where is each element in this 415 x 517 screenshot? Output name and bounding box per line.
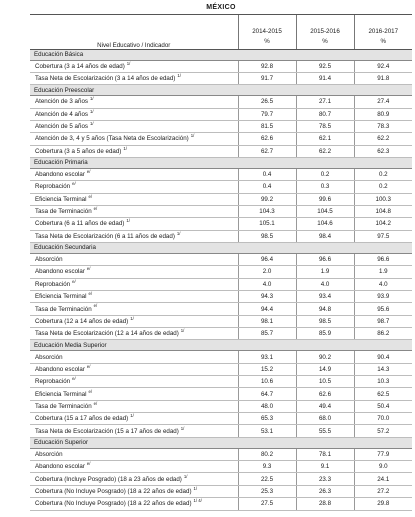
value-cell: 70.0 bbox=[354, 413, 412, 425]
value-cell: 26.3 bbox=[296, 485, 354, 497]
value-cell: 9.3 bbox=[238, 461, 296, 473]
table-row bbox=[30, 145, 412, 157]
indicator-label: Cobertura (12 a 14 años de edad) bbox=[35, 317, 129, 325]
value-cell: 0.4 bbox=[238, 181, 296, 193]
value-cell: 93.9 bbox=[354, 291, 412, 303]
table-header bbox=[30, 15, 412, 49]
value-cell: 93.1 bbox=[238, 351, 296, 363]
value-cell: 62.7 bbox=[238, 145, 296, 157]
value-cell: 80.2 bbox=[238, 448, 296, 460]
footnote-marker: 1/ bbox=[183, 473, 188, 479]
value-cell: 98.5 bbox=[238, 230, 296, 242]
indicator-label: Atención de 3, 4 y 5 años (Tasa Neta de Escolarización) bbox=[35, 135, 189, 143]
table-row bbox=[30, 498, 412, 510]
indicator-cell bbox=[30, 218, 238, 230]
indicator-label: Tasa Neta de Escolarización (12 a 14 años de edad) bbox=[35, 330, 179, 338]
table-row bbox=[30, 218, 412, 230]
indicator-cell bbox=[30, 498, 238, 510]
value-cell: 50.4 bbox=[354, 400, 412, 412]
indicator-cell bbox=[30, 266, 238, 278]
indicator-label: Tasa de Terminación bbox=[35, 208, 92, 216]
section-row bbox=[30, 49, 412, 60]
indicator-label: Eficiencia Terminal bbox=[35, 293, 87, 301]
value-cell: 94.8 bbox=[296, 303, 354, 315]
value-cell: 9.1 bbox=[296, 461, 354, 473]
value-cell: 15.2 bbox=[238, 363, 296, 375]
section-row bbox=[30, 437, 412, 448]
indicator-label: Cobertura (No Incluye Posgrado) (18 a 22 años de edad) bbox=[35, 487, 192, 495]
footnote-marker: 1/ bbox=[177, 72, 181, 78]
value-cell: 23.3 bbox=[296, 473, 354, 485]
footnote-marker: e/ bbox=[86, 169, 91, 175]
indicator-label: Cobertura (No Incluye Posgrado) (18 a 22 años de edad) bbox=[35, 500, 192, 508]
value-cell: 10.5 bbox=[296, 376, 354, 388]
section-title: Educación Superior bbox=[30, 437, 412, 448]
footnote-marker: 1/ 4/ bbox=[193, 498, 202, 504]
table-row bbox=[30, 193, 412, 205]
indicator-label: Abandono escolar bbox=[35, 463, 85, 471]
indicator-label: Absorción bbox=[35, 353, 63, 361]
indicator-label: Cobertura (15 a 17 años de edad) bbox=[35, 415, 129, 423]
indicator-cell bbox=[30, 96, 238, 108]
value-cell: 25.3 bbox=[238, 485, 296, 497]
section-title: Educación Primaria bbox=[30, 157, 412, 168]
table-row bbox=[30, 230, 412, 242]
value-cell: 26.5 bbox=[238, 96, 296, 108]
footnote-marker: 1/ bbox=[126, 218, 130, 224]
value-cell: 92.8 bbox=[238, 60, 296, 72]
value-cell: 65.3 bbox=[238, 413, 296, 425]
footnote-marker: e/ bbox=[72, 376, 76, 382]
footnote-marker: e/ bbox=[86, 461, 91, 467]
year-header-2016-2017: 2016-2017 bbox=[354, 15, 412, 35]
footnote-marker: 1/ bbox=[180, 328, 185, 334]
value-cell: 105.1 bbox=[238, 218, 296, 230]
indicator-cell bbox=[30, 120, 238, 132]
table-row bbox=[30, 168, 412, 180]
value-cell: 98.7 bbox=[354, 315, 412, 327]
value-cell: 91.7 bbox=[238, 72, 296, 84]
indicator-cell bbox=[30, 145, 238, 157]
indicator-label: Cobertura (Incluye Posgrado) (18 a 23 años de edad) bbox=[35, 475, 182, 483]
indicator-cell bbox=[30, 363, 238, 375]
value-cell: 9.0 bbox=[354, 461, 412, 473]
country-title: MÉXICO bbox=[30, 0, 412, 15]
indicator-cell bbox=[30, 485, 238, 497]
table-row bbox=[30, 205, 412, 217]
footnote-marker: e/ bbox=[88, 291, 93, 297]
value-cell: 1.9 bbox=[296, 266, 354, 278]
year-header-2014-2015: 2014-2015 bbox=[238, 15, 296, 35]
value-cell: 92.4 bbox=[354, 60, 412, 72]
value-cell: 62.2 bbox=[354, 133, 412, 145]
table-row bbox=[30, 413, 412, 425]
value-cell: 94.4 bbox=[238, 303, 296, 315]
value-cell: 104.6 bbox=[296, 218, 354, 230]
indicator-cell bbox=[30, 278, 238, 290]
table-row bbox=[30, 351, 412, 363]
value-cell: 29.8 bbox=[354, 498, 412, 510]
indicator-cell bbox=[30, 413, 238, 425]
footnote-marker: 1/ bbox=[89, 96, 94, 102]
footnote-marker: e/ bbox=[72, 181, 76, 187]
footnote-marker: 1/ bbox=[89, 120, 94, 126]
table-row bbox=[30, 425, 412, 437]
indicator-cell bbox=[30, 193, 238, 205]
indicator-label: Reprobación bbox=[35, 378, 71, 386]
value-cell: 14.9 bbox=[296, 363, 354, 375]
table-row bbox=[30, 60, 412, 72]
section-row bbox=[30, 242, 412, 253]
value-cell: 80.9 bbox=[354, 108, 412, 120]
footnote-marker: e/ bbox=[86, 266, 91, 272]
value-cell: 85.7 bbox=[238, 328, 296, 340]
indicator-cell bbox=[30, 230, 238, 242]
indicator-label: Abandono escolar bbox=[35, 365, 85, 373]
value-cell: 93.4 bbox=[296, 291, 354, 303]
footnote-marker: 1/ bbox=[190, 133, 195, 139]
indicator-label: Atención de 4 años bbox=[35, 110, 88, 118]
indicator-cell bbox=[30, 461, 238, 473]
value-cell: 96.4 bbox=[238, 253, 296, 265]
indicator-label: Abandono escolar bbox=[35, 268, 85, 276]
indicator-label: Tasa de Terminación bbox=[35, 402, 92, 410]
section-title: Educación Preescolar bbox=[30, 85, 412, 96]
footnote-marker: 1/ bbox=[130, 315, 134, 321]
footnote-marker: 1/ bbox=[130, 413, 134, 419]
value-cell: 80.7 bbox=[296, 108, 354, 120]
indicator-label: Tasa de Terminación bbox=[35, 305, 92, 313]
value-cell: 55.5 bbox=[296, 425, 354, 437]
table-row bbox=[30, 291, 412, 303]
indicator-label: Abandono escolar bbox=[35, 171, 85, 179]
value-cell: 104.8 bbox=[354, 205, 412, 217]
value-cell: 0.3 bbox=[296, 181, 354, 193]
indicator-cell bbox=[30, 108, 238, 120]
value-cell: 86.2 bbox=[354, 328, 412, 340]
value-cell: 68.0 bbox=[296, 413, 354, 425]
section-row bbox=[30, 85, 412, 96]
value-cell: 48.0 bbox=[238, 400, 296, 412]
table-row bbox=[30, 266, 412, 278]
indicator-cell bbox=[30, 291, 238, 303]
indicator-cell bbox=[30, 425, 238, 437]
value-cell: 2.0 bbox=[238, 266, 296, 278]
indicator-label: Cobertura (3 a 5 años de edad) bbox=[35, 147, 122, 155]
value-cell: 92.5 bbox=[296, 60, 354, 72]
value-cell: 99.6 bbox=[296, 193, 354, 205]
value-cell: 96.6 bbox=[296, 253, 354, 265]
indicator-cell bbox=[30, 205, 238, 217]
value-cell: 4.0 bbox=[296, 278, 354, 290]
footnote-marker: 1/ bbox=[176, 230, 181, 236]
footnote-marker: e/ bbox=[93, 400, 98, 406]
value-cell: 91.8 bbox=[354, 72, 412, 84]
value-cell: 78.1 bbox=[296, 448, 354, 460]
value-cell: 90.2 bbox=[296, 351, 354, 363]
table-row bbox=[30, 181, 412, 193]
indicator-cell bbox=[30, 315, 238, 327]
footnote-marker: 1/ bbox=[123, 145, 127, 151]
table-row bbox=[30, 303, 412, 315]
value-cell: 95.6 bbox=[354, 303, 412, 315]
section-title: Educación Secundaria bbox=[30, 242, 412, 253]
indicator-label: Atención de 3 años bbox=[35, 98, 88, 106]
indicator-cell bbox=[30, 388, 238, 400]
value-cell: 0.2 bbox=[296, 168, 354, 180]
value-cell: 64.7 bbox=[238, 388, 296, 400]
indicator-cell bbox=[30, 473, 238, 485]
value-cell: 0.2 bbox=[354, 181, 412, 193]
value-cell: 96.6 bbox=[354, 253, 412, 265]
indicator-label: Tasa Neta de Escolarización (3 a 14 años de edad) bbox=[35, 75, 176, 83]
indicator-cell bbox=[30, 351, 238, 363]
table-row bbox=[30, 278, 412, 290]
value-cell: 1.9 bbox=[354, 266, 412, 278]
indicator-label: Atención de 5 años bbox=[35, 123, 88, 131]
table-row bbox=[30, 473, 412, 485]
footnote-marker: 1/ bbox=[193, 485, 198, 491]
value-cell: 14.3 bbox=[354, 363, 412, 375]
value-cell: 27.1 bbox=[296, 96, 354, 108]
indicator-label: Tasa Neta de Escolarización (15 a 17 años de edad) bbox=[35, 427, 179, 435]
value-cell: 90.4 bbox=[354, 351, 412, 363]
section-row bbox=[30, 340, 412, 351]
indicator-label: Reprobación bbox=[35, 280, 71, 288]
section-title: Educación Básica bbox=[30, 49, 412, 60]
table-row bbox=[30, 133, 412, 145]
year-header-2015-2016: 2015-2016 bbox=[296, 15, 354, 35]
indicator-label: Cobertura (6 a 11 años de edad) bbox=[35, 220, 125, 228]
table-row bbox=[30, 328, 412, 340]
footnote-marker: e/ bbox=[86, 363, 91, 369]
unit-header: % bbox=[354, 35, 412, 49]
table-row bbox=[30, 72, 412, 84]
value-cell: 10.3 bbox=[354, 376, 412, 388]
table-row bbox=[30, 253, 412, 265]
education-indicators-table bbox=[30, 15, 412, 511]
table-body bbox=[30, 49, 412, 510]
value-cell: 62.1 bbox=[296, 133, 354, 145]
value-cell: 98.1 bbox=[238, 315, 296, 327]
indicator-cell bbox=[30, 253, 238, 265]
footnote-marker: e/ bbox=[93, 206, 98, 212]
value-cell: 79.7 bbox=[238, 108, 296, 120]
table-row bbox=[30, 461, 412, 473]
unit-header: % bbox=[238, 35, 296, 49]
value-cell: 62.6 bbox=[296, 388, 354, 400]
value-cell: 22.5 bbox=[238, 473, 296, 485]
indicator-label: Eficiencia Terminal bbox=[35, 195, 87, 203]
table-row bbox=[30, 448, 412, 460]
indicator-label: Cobertura (3 a 14 años de edad) bbox=[35, 62, 125, 70]
value-cell: 28.8 bbox=[296, 498, 354, 510]
value-cell: 53.1 bbox=[238, 425, 296, 437]
indicator-cell bbox=[30, 328, 238, 340]
indicator-label: Tasa Neta de Escolarización (6 a 11 años de edad) bbox=[35, 232, 175, 240]
value-cell: 77.9 bbox=[354, 448, 412, 460]
footnote-marker: 1/ bbox=[89, 108, 94, 114]
value-cell: 4.0 bbox=[238, 278, 296, 290]
table-row bbox=[30, 363, 412, 375]
value-cell: 104.2 bbox=[354, 218, 412, 230]
indicator-cell bbox=[30, 181, 238, 193]
table-row bbox=[30, 388, 412, 400]
table-row bbox=[30, 120, 412, 132]
value-cell: 78.5 bbox=[296, 120, 354, 132]
value-cell: 81.5 bbox=[238, 120, 296, 132]
unit-header: % bbox=[296, 35, 354, 49]
indicator-label: Absorción bbox=[35, 450, 63, 458]
value-cell: 27.4 bbox=[354, 96, 412, 108]
footnote-marker: e/ bbox=[88, 193, 93, 199]
value-cell: 100.3 bbox=[354, 193, 412, 205]
value-cell: 104.3 bbox=[238, 205, 296, 217]
value-cell: 98.4 bbox=[296, 230, 354, 242]
value-cell: 62.2 bbox=[296, 145, 354, 157]
value-cell: 97.5 bbox=[354, 230, 412, 242]
value-cell: 99.2 bbox=[238, 193, 296, 205]
value-cell: 85.9 bbox=[296, 328, 354, 340]
table-row bbox=[30, 400, 412, 412]
value-cell: 91.4 bbox=[296, 72, 354, 84]
value-cell: 27.5 bbox=[238, 498, 296, 510]
table-row bbox=[30, 485, 412, 497]
indicator-cell bbox=[30, 400, 238, 412]
value-cell: 4.0 bbox=[354, 278, 412, 290]
indicator-label: Eficiencia Terminal bbox=[35, 390, 87, 398]
indicator-label: Reprobación bbox=[35, 183, 71, 191]
value-cell: 62.6 bbox=[238, 133, 296, 145]
footnote-marker: 1/ bbox=[126, 60, 131, 66]
indicator-cell bbox=[30, 376, 238, 388]
indicator-cell bbox=[30, 448, 238, 460]
table-row bbox=[30, 108, 412, 120]
value-cell: 57.2 bbox=[354, 425, 412, 437]
value-cell: 0.2 bbox=[354, 168, 412, 180]
value-cell: 94.3 bbox=[238, 291, 296, 303]
value-cell: 0.4 bbox=[238, 168, 296, 180]
indicator-label: Absorción bbox=[35, 256, 63, 264]
table-row bbox=[30, 315, 412, 327]
indicator-cell bbox=[30, 303, 238, 315]
value-cell: 78.3 bbox=[354, 120, 412, 132]
table-row bbox=[30, 96, 412, 108]
value-cell: 98.5 bbox=[296, 315, 354, 327]
section-title: Educación Media Superior bbox=[30, 340, 412, 351]
indicator-column-header: Nivel Educativo / Indicador bbox=[30, 15, 238, 49]
indicator-cell bbox=[30, 133, 238, 145]
value-cell: 62.5 bbox=[354, 388, 412, 400]
value-cell: 24.1 bbox=[354, 473, 412, 485]
indicator-cell bbox=[30, 168, 238, 180]
indicator-cell bbox=[30, 60, 238, 72]
footnote-marker: e/ bbox=[88, 388, 93, 394]
section-row bbox=[30, 157, 412, 168]
indicator-cell bbox=[30, 72, 238, 84]
table-row bbox=[30, 376, 412, 388]
value-cell: 27.2 bbox=[354, 485, 412, 497]
footnote-marker: e/ bbox=[93, 303, 98, 309]
value-cell: 104.5 bbox=[296, 205, 354, 217]
value-cell: 10.6 bbox=[238, 376, 296, 388]
footnote-marker: e/ bbox=[72, 278, 76, 284]
value-cell: 62.3 bbox=[354, 145, 412, 157]
value-cell: 49.4 bbox=[296, 400, 354, 412]
footnote-marker: 1/ bbox=[180, 425, 185, 431]
